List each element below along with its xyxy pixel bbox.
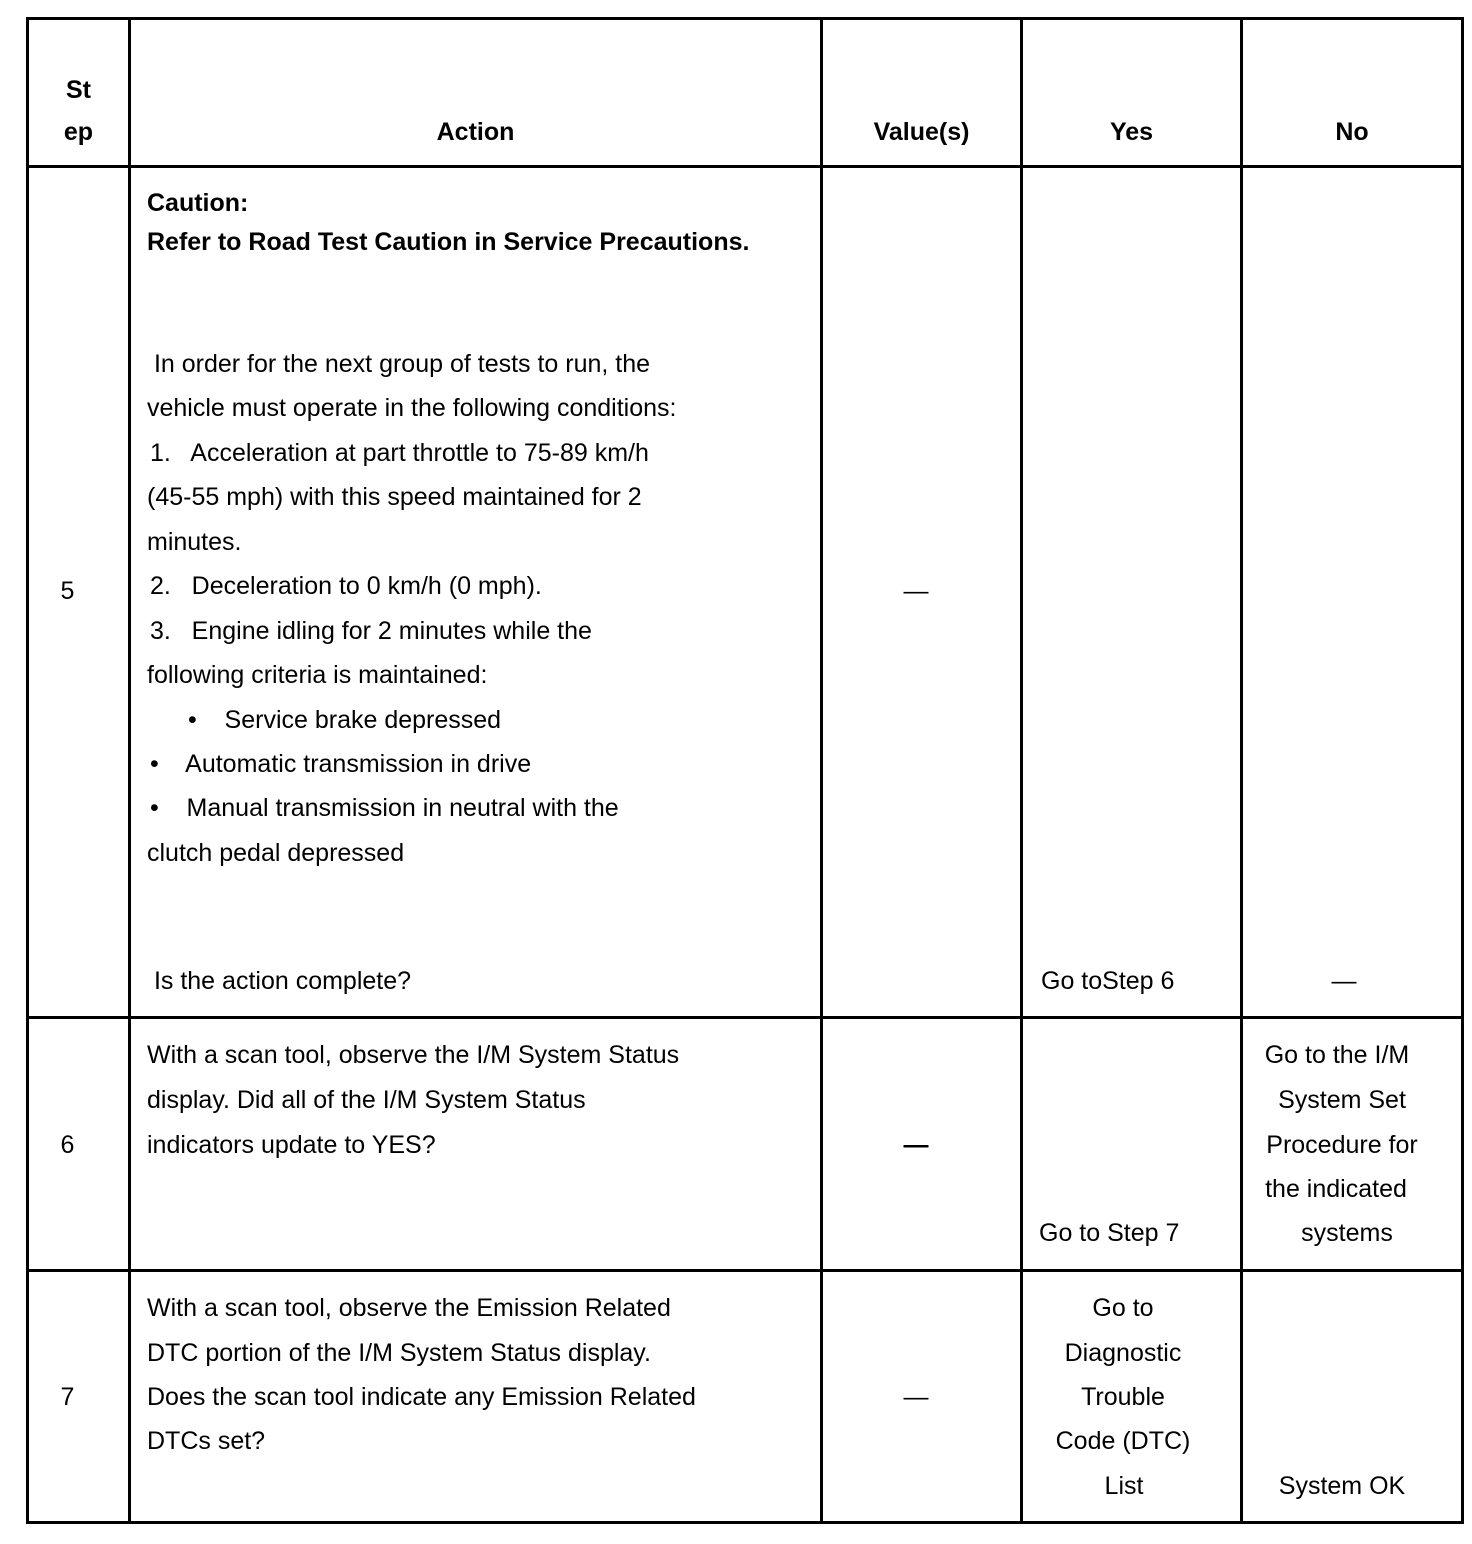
col-divider-4 [1240, 17, 1243, 1524]
header-step-line1: St [66, 76, 91, 104]
col-divider-2 [820, 17, 823, 1524]
table-border-row6 [26, 1269, 1464, 1272]
action-line: clutch pedal depressed [147, 839, 405, 867]
action-line: In order for the next group of tests to run, the [147, 350, 651, 378]
table-border-bottom [26, 1521, 1464, 1524]
step-number: 6 [60, 1131, 75, 1159]
table-border-top [26, 17, 1464, 20]
action-line: minutes. [147, 528, 242, 556]
action-line: following criteria is maintained: [147, 661, 488, 689]
action-line: vehicle must operate in the following conditions: [147, 394, 677, 422]
action-line: Does the scan tool indicate any Emission Related [147, 1383, 696, 1411]
caution-title: Caution: [147, 189, 249, 217]
action-line: • Service brake depressed [188, 706, 502, 734]
table-border-row5 [26, 1016, 1464, 1019]
action-line: 2. Deceleration to 0 km/h (0 mph). [150, 572, 542, 600]
yes-cell-line: Go to [1092, 1294, 1154, 1322]
yes-cell-line: List [1104, 1472, 1144, 1500]
step-number: 7 [60, 1383, 75, 1411]
no-cell-line: Go to the I/M [1264, 1041, 1410, 1069]
action-question: Is the action complete? [147, 967, 412, 995]
action-line: With a scan tool, observe the Emission Related [147, 1294, 671, 1322]
value-cell: — [903, 1383, 929, 1411]
header-action: Action [436, 118, 515, 146]
action-line: • Manual transmission in neutral with the [150, 794, 619, 822]
action-line: indicators update to YES? [147, 1131, 436, 1159]
yes-cell-line: Code (DTC) [1055, 1427, 1191, 1455]
action-line: 3. Engine idling for 2 minutes while the [150, 617, 592, 645]
no-cell: — [1331, 967, 1357, 995]
action-line: (45-55 mph) with this speed maintained for 2 [147, 483, 642, 511]
action-line: With a scan tool, observe the I/M System Status [147, 1041, 680, 1069]
value-cell: — [903, 1131, 929, 1159]
action-line: display. Did all of the I/M System Status [147, 1086, 586, 1114]
action-line: 1. Acceleration at part throttle to 75-89 km/h [150, 439, 649, 467]
caution-text: Refer to Road Test Caution in Service Precautions. [147, 228, 750, 256]
yes-cell: Go to Step 7 [1039, 1219, 1180, 1247]
table-border-header [26, 165, 1464, 168]
no-cell: System OK [1278, 1472, 1406, 1500]
no-cell-line: systems [1301, 1219, 1393, 1247]
no-cell-line: Procedure for [1266, 1131, 1418, 1159]
table-border-left [26, 17, 29, 1524]
header-yes: Yes [1109, 118, 1154, 146]
yes-cell-line: Trouble [1081, 1383, 1165, 1411]
value-cell: — [903, 577, 929, 605]
action-line: DTC portion of the I/M System Status display. [147, 1339, 651, 1367]
action-line: • Automatic transmission in drive [150, 750, 532, 778]
header-step-line2: ep [63, 118, 94, 146]
yes-cell: Go toStep 6 [1041, 967, 1175, 995]
col-divider-1 [128, 17, 131, 1524]
header-values: Value(s) [873, 118, 970, 146]
header-no: No [1335, 118, 1369, 146]
no-cell-line: System Set [1278, 1086, 1406, 1114]
yes-cell-line: Diagnostic [1064, 1339, 1182, 1367]
table-border-right [1461, 17, 1464, 1524]
no-cell-line: the indicated [1265, 1175, 1407, 1203]
action-line: DTCs set? [147, 1427, 266, 1455]
step-number: 5 [60, 577, 75, 605]
